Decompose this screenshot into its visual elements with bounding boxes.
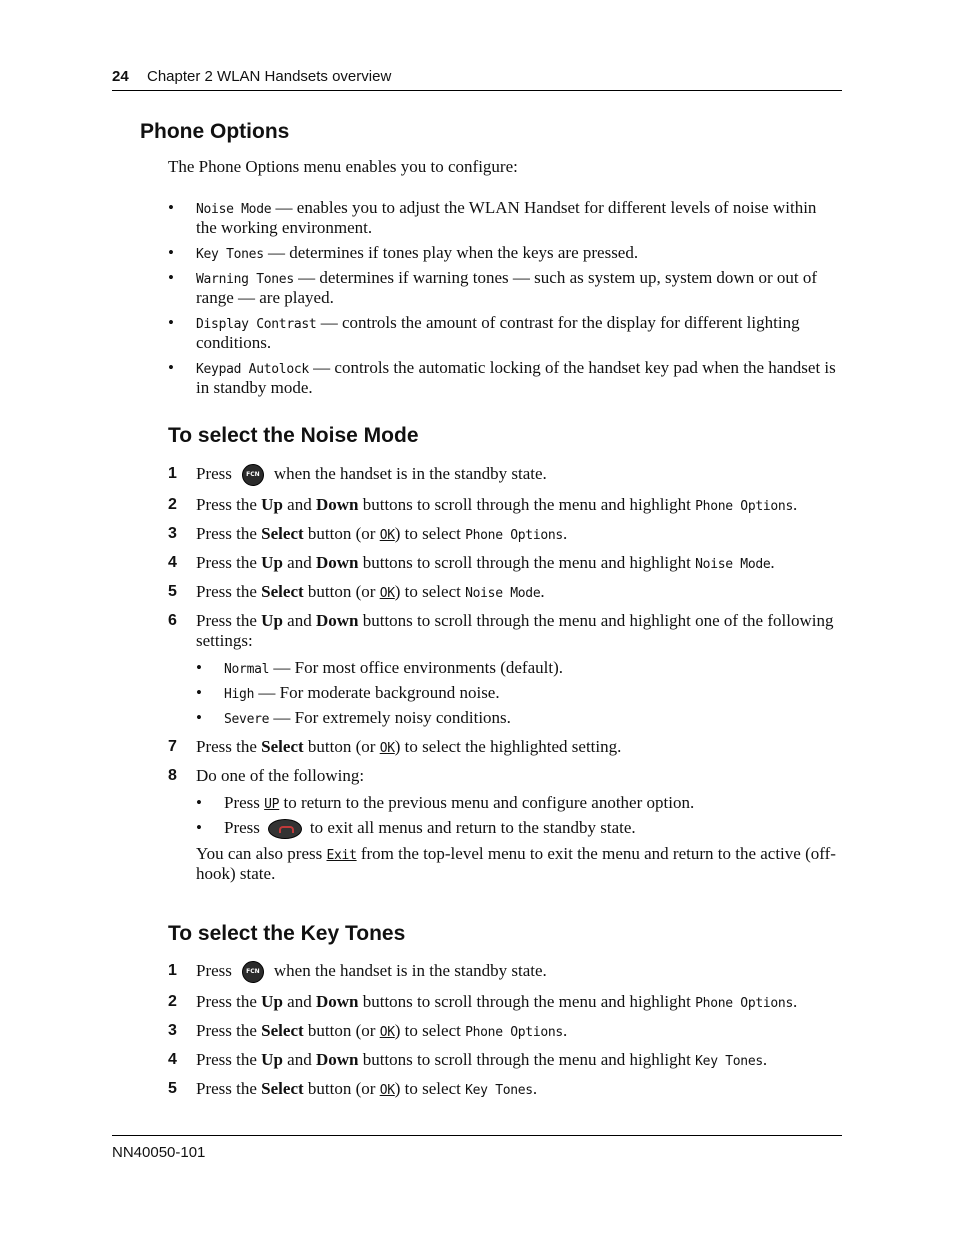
menu-term: Phone Options [695, 499, 793, 515]
step-number: 3 [168, 525, 177, 543]
page-number: 24 [112, 68, 129, 85]
step-number: 4 [168, 1051, 177, 1069]
step-number: 7 [168, 738, 177, 756]
button-name: Select [261, 524, 304, 544]
step-text: Press the [196, 737, 262, 757]
step-text: Press the [196, 582, 262, 602]
softkey-label: OK [379, 1083, 395, 1099]
noise-settings-list [196, 658, 840, 728]
step-text: to return to the previous menu and configure another option. [279, 793, 695, 813]
step [168, 737, 840, 757]
step-text: ) to select [394, 1021, 466, 1041]
button-name: Up [261, 992, 283, 1012]
step-text: Press [196, 464, 232, 483]
step [168, 961, 840, 983]
softkey-label: OK [379, 1025, 395, 1041]
step-number: 6 [168, 612, 177, 630]
key-tones-steps [168, 961, 840, 1108]
button-name: Select [261, 582, 304, 602]
step [168, 766, 840, 884]
step-text: from the top-level menu to exit the menu and return to the active (off-hook) state. [196, 844, 836, 884]
chapter-title: Chapter 2 WLAN Handsets overview [147, 68, 392, 85]
step-text: ) to select [394, 582, 466, 602]
step-text: button (or [303, 1021, 380, 1041]
menu-term: Key Tones [695, 1054, 763, 1070]
step-text: Press the [196, 1021, 262, 1041]
item-description: — determines if tones play when the keys are pressed. [263, 243, 639, 262]
list-item [196, 683, 840, 703]
noise-mode-steps [168, 464, 840, 893]
step-text: Press [196, 961, 232, 980]
menu-term: Warning Tones [196, 272, 294, 287]
menu-term: Key Tones [196, 247, 264, 262]
list-item [168, 198, 840, 238]
menu-term: Severe [224, 712, 270, 728]
step-number: 2 [168, 993, 177, 1011]
step-text: . [532, 1079, 538, 1099]
step-text: . [562, 524, 568, 544]
step-text: buttons to scroll through the menu and highlight [358, 553, 696, 573]
step [168, 582, 840, 602]
list-item [196, 658, 840, 678]
item-description: — enables you to adjust the WLAN Handset for different levels of noise within the working environment. [196, 198, 817, 237]
step-text: buttons to scroll through the menu and highlight [358, 1050, 696, 1070]
step [168, 553, 840, 573]
step-text: button (or [303, 524, 380, 544]
step-text: Do one of the following: [196, 766, 365, 786]
step-text: You can also press [196, 844, 327, 864]
step-text: ) to select [394, 524, 466, 544]
step-text: buttons to scroll through the menu and highlight one of the following settings: [196, 611, 834, 651]
list-item [196, 708, 840, 728]
item-description: — determines if warning tones — such as system up, system down or out of range — are played. [196, 268, 818, 307]
button-name: Down [315, 553, 359, 573]
step-text: and [282, 992, 316, 1012]
step [168, 611, 840, 728]
button-name: Down [315, 992, 359, 1012]
step-text: Press the [196, 992, 262, 1012]
list-item [168, 243, 840, 263]
button-name: Up [261, 611, 283, 631]
step-text: Press [224, 818, 260, 838]
step [168, 1050, 840, 1070]
page-header [112, 66, 842, 91]
menu-term: Phone Options [695, 996, 793, 1012]
button-name: Up [261, 1050, 283, 1070]
menu-term: Display Contrast [196, 317, 317, 332]
phone-options-heading: Phone Options [140, 120, 290, 143]
step [168, 464, 840, 486]
step [168, 1079, 840, 1099]
step-text: . [562, 1021, 568, 1041]
list-item [196, 793, 840, 813]
step-text: and [282, 495, 316, 515]
step-text: Press the [196, 524, 262, 544]
step-text: . [793, 992, 798, 1012]
step-text: to exit all menus and return to the standby state. [309, 818, 636, 838]
menu-term: Keypad Autolock [196, 362, 309, 377]
exit-options-list [196, 793, 840, 839]
menu-term: Noise Mode [465, 586, 541, 602]
list-item [168, 358, 840, 398]
noise-mode-heading: To select the Noise Mode [168, 424, 419, 447]
item-description: — For moderate background noise. [254, 683, 500, 703]
menu-term: Normal [224, 662, 270, 678]
list-item [196, 818, 840, 839]
step-number: 8 [168, 767, 177, 785]
step-text: Press the [196, 1050, 262, 1070]
phone-options-intro: The Phone Options menu enables you to configure: [168, 157, 518, 176]
fcn-key-icon: FCN [242, 464, 264, 486]
list-item [168, 313, 840, 353]
step-text: ) to select the highlighted setting. [394, 737, 622, 757]
button-name: Down [315, 1050, 359, 1070]
step-number: 3 [168, 1022, 177, 1040]
menu-term: Noise Mode [196, 202, 272, 217]
menu-term: Phone Options [465, 1025, 563, 1041]
step-text: button (or [303, 737, 380, 757]
menu-term: High [224, 687, 255, 703]
menu-term: Phone Options [465, 528, 563, 544]
button-name: Select [261, 1079, 304, 1099]
softkey-label: UP [264, 797, 280, 813]
item-description: — controls the automatic locking of the handset key pad when the handset is in standby mode. [196, 358, 836, 397]
button-name: Down [315, 495, 359, 515]
document-id: NN40050-101 [112, 1144, 206, 1161]
step [168, 992, 840, 1012]
footer-rule [112, 1135, 842, 1136]
button-name: Select [261, 737, 304, 757]
button-name: Up [261, 495, 283, 515]
step [168, 524, 840, 544]
menu-term: Key Tones [465, 1083, 533, 1099]
phone-options-list [168, 198, 840, 403]
fcn-key-icon: FCN [242, 961, 264, 983]
step-text: button (or [303, 582, 380, 602]
list-item [168, 268, 840, 308]
step-text: and [282, 611, 316, 631]
step-text: and [282, 553, 316, 573]
item-description: — controls the amount of contrast for the display for different lighting conditions. [196, 313, 800, 352]
exit-note [196, 844, 840, 884]
step-text: Press the [196, 495, 262, 515]
step-text: buttons to scroll through the menu and highlight [358, 495, 696, 515]
step-text: buttons to scroll through the menu and highlight [358, 992, 696, 1012]
step-text: . [540, 582, 545, 602]
step-text: button (or [303, 1079, 380, 1099]
step-text: ) to select [394, 1079, 466, 1099]
step-text: Press the [196, 1079, 262, 1099]
step-text: when the handset is in the standby state. [273, 464, 547, 483]
step-text: Press [224, 793, 265, 813]
step-text: when the handset is in the standby state. [273, 961, 547, 980]
softkey-label: Exit [326, 848, 357, 864]
step-text: . [770, 553, 775, 573]
softkey-label: OK [379, 528, 395, 544]
item-description: — For most office environments (default). [269, 658, 563, 678]
step-text: . [793, 495, 798, 515]
key-tones-heading: To select the Key Tones [168, 922, 406, 945]
step-text: Press the [196, 611, 262, 631]
step-number: 4 [168, 554, 177, 572]
step [168, 495, 840, 515]
softkey-label: OK [379, 741, 395, 757]
softkey-label: OK [379, 586, 395, 602]
step-text: and [282, 1050, 316, 1070]
button-name: Select [261, 1021, 304, 1041]
step-number: 1 [168, 962, 177, 979]
step-number: 5 [168, 1080, 177, 1098]
step-text: Press the [196, 553, 262, 573]
end-call-icon [268, 819, 302, 839]
menu-term: Noise Mode [695, 557, 771, 573]
button-name: Up [261, 553, 283, 573]
step-number: 2 [168, 496, 177, 514]
step-number: 5 [168, 583, 177, 601]
step-text: . [762, 1050, 768, 1070]
item-description: — For extremely noisy conditions. [269, 708, 511, 728]
step-number: 1 [168, 465, 177, 482]
step [168, 1021, 840, 1041]
button-name: Down [315, 611, 359, 631]
